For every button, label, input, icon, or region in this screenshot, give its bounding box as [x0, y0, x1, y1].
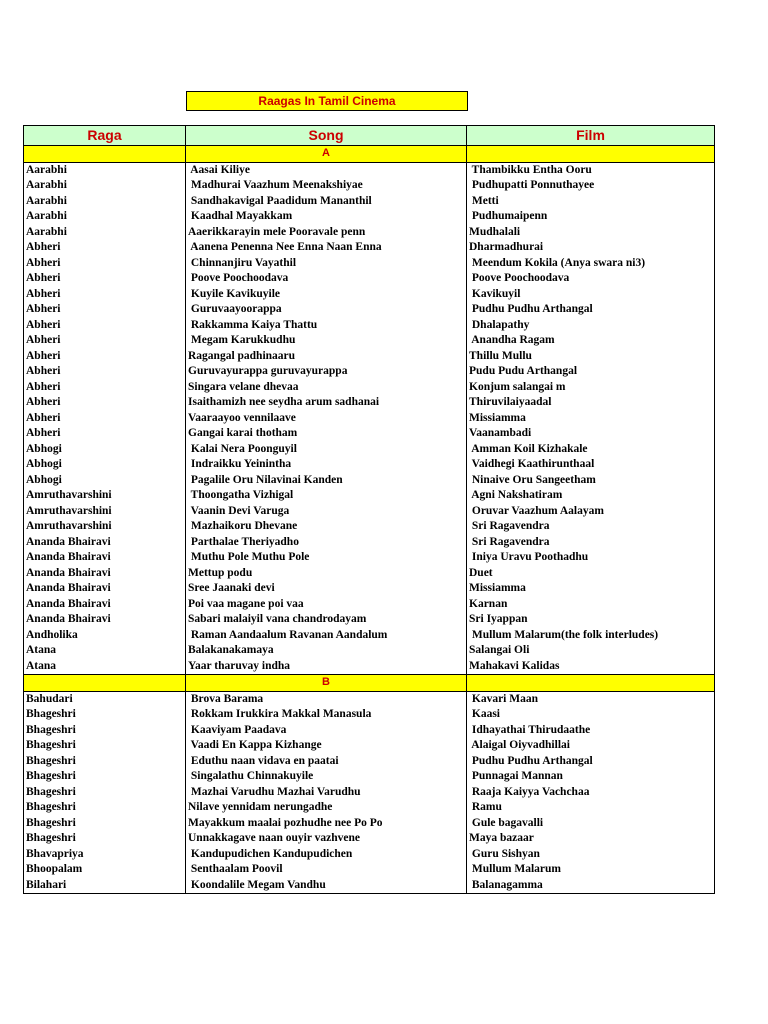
film-cell: Ninaive Oru Sangeetham	[467, 473, 715, 489]
song-cell: Sree Jaanaki devi	[186, 581, 467, 597]
raga-cell: Ananda Bhairavi	[24, 597, 186, 613]
raga-cell: Andholika	[24, 628, 186, 644]
song-cell: Unnakkagave naan ouyir vazhvene	[186, 831, 467, 847]
song-cell: Kandupudichen Kandupudichen	[186, 847, 467, 863]
film-cell: Maya bazaar	[467, 831, 715, 847]
table-row	[24, 333, 715, 349]
table-row	[24, 754, 715, 770]
raga-cell: Aarabhi	[24, 194, 186, 210]
song-cell: Brova Barama	[186, 691, 467, 707]
raga-cell: Bahudari	[24, 691, 186, 707]
raga-cell: Bhageshri	[24, 707, 186, 723]
header-row	[24, 126, 715, 146]
raga-cell: Aarabhi	[24, 178, 186, 194]
song-cell: Mettup podu	[186, 566, 467, 582]
film-cell: Vaidhegi Kaathirunthaal	[467, 457, 715, 473]
raga-cell: Bilahari	[24, 878, 186, 894]
song-cell: Kuyile Kavikuyile	[186, 287, 467, 303]
song-cell: Rakkamma Kaiya Thattu	[186, 318, 467, 334]
raga-cell: Bhavapriya	[24, 847, 186, 863]
film-cell: Poove Poochoodava	[467, 271, 715, 287]
film-cell: Mullum Malarum(the folk interludes)	[467, 628, 715, 644]
film-cell: Salangai Oli	[467, 643, 715, 659]
song-cell: Vaaraayoo vennilaave	[186, 411, 467, 427]
raga-cell: Ananda Bhairavi	[24, 581, 186, 597]
section-header-row	[24, 675, 715, 692]
film-cell: Thiruvilaiyaadal	[467, 395, 715, 411]
film-cell: Pudhupatti Ponnuthayee	[467, 178, 715, 194]
table-row	[24, 349, 715, 365]
film-cell: Guru Sishyan	[467, 847, 715, 863]
table-row	[24, 411, 715, 427]
raga-cell: Bhageshri	[24, 738, 186, 754]
film-cell: Kaasi	[467, 707, 715, 723]
film-cell: Missiamma	[467, 581, 715, 597]
raga-cell: Bhageshri	[24, 800, 186, 816]
film-cell: Pudhumaipenn	[467, 209, 715, 225]
raga-cell: Bhageshri	[24, 816, 186, 832]
table-row	[24, 178, 715, 194]
header-film: Film	[467, 126, 715, 146]
section-letter: A	[186, 146, 467, 163]
song-cell: Kalai Nera Poonguyil	[186, 442, 467, 458]
film-cell: Dharmadhurai	[467, 240, 715, 256]
song-cell: Rokkam Irukkira Makkal Manasula	[186, 707, 467, 723]
film-cell: Amman Koil Kizhakale	[467, 442, 715, 458]
song-cell: Parthalae Theriyadho	[186, 535, 467, 551]
song-cell: Kaadhal Mayakkam	[186, 209, 467, 225]
film-cell: Mahakavi Kalidas	[467, 659, 715, 675]
raga-cell: Bhageshri	[24, 785, 186, 801]
film-cell: Sri Ragavendra	[467, 519, 715, 535]
table-row	[24, 581, 715, 597]
raga-cell: Amruthavarshini	[24, 519, 186, 535]
song-cell: Poi vaa magane poi vaa	[186, 597, 467, 613]
film-cell: Pudhu Pudhu Arthangal	[467, 302, 715, 318]
table-row	[24, 707, 715, 723]
song-cell: Nilave yennidam nerungadhe	[186, 800, 467, 816]
song-cell: Aanena Penenna Nee Enna Naan Enna	[186, 240, 467, 256]
film-cell: Thillu Mullu	[467, 349, 715, 365]
table-row	[24, 302, 715, 318]
raga-cell: Ananda Bhairavi	[24, 612, 186, 628]
film-cell: Mullum Malarum	[467, 862, 715, 878]
film-cell: Alaigal Oiyvadhillai	[467, 738, 715, 754]
table-row	[24, 519, 715, 535]
song-cell: Vaanin Devi Varuga	[186, 504, 467, 520]
table-row	[24, 659, 715, 675]
song-cell: Guruvaayoorappa	[186, 302, 467, 318]
film-cell: Anandha Ragam	[467, 333, 715, 349]
raga-cell: Abheri	[24, 426, 186, 442]
film-cell: Dhalapathy	[467, 318, 715, 334]
raga-cell: Abheri	[24, 364, 186, 380]
film-cell: Sri Ragavendra	[467, 535, 715, 551]
film-cell: Sri Iyappan	[467, 612, 715, 628]
film-cell: Kavari Maan	[467, 691, 715, 707]
section-blank-cell	[24, 146, 186, 163]
song-cell: Raman Aandaalum Ravanan Aandalum	[186, 628, 467, 644]
table-row	[24, 426, 715, 442]
film-cell: Idhayathai Thirudaathe	[467, 723, 715, 739]
table-row	[24, 566, 715, 582]
film-cell: Meendum Kokila (Anya swara ni3)	[467, 256, 715, 272]
song-cell: Chinnanjiru Vayathil	[186, 256, 467, 272]
table-row	[24, 240, 715, 256]
song-cell: Singalathu Chinnakuyile	[186, 769, 467, 785]
song-cell: Sabari malaiyil vana chandrodayam	[186, 612, 467, 628]
song-cell: Madhurai Vaazhum Meenakshiyae	[186, 178, 467, 194]
raga-cell: Atana	[24, 659, 186, 675]
film-cell: Ramu	[467, 800, 715, 816]
song-cell: Mayakkum maalai pozhudhe nee Po Po	[186, 816, 467, 832]
film-cell: Balanagamma	[467, 878, 715, 894]
raga-cell: Aarabhi	[24, 162, 186, 178]
table-row	[24, 364, 715, 380]
song-cell: Pagalile Oru Nilavinai Kanden	[186, 473, 467, 489]
raga-cell: Aarabhi	[24, 225, 186, 241]
table-row	[24, 535, 715, 551]
film-cell: Duet	[467, 566, 715, 582]
table-row	[24, 738, 715, 754]
table-row	[24, 457, 715, 473]
song-cell: Vaadi En Kappa Kizhange	[186, 738, 467, 754]
song-cell: Yaar tharuvay indha	[186, 659, 467, 675]
film-cell: Vaanambadi	[467, 426, 715, 442]
raga-cell: Abheri	[24, 411, 186, 427]
raga-cell: Bhageshri	[24, 769, 186, 785]
raga-cell: Abheri	[24, 395, 186, 411]
film-cell: Agni Nakshatiram	[467, 488, 715, 504]
film-cell: Konjum salangai m	[467, 380, 715, 396]
song-cell: Ragangal padhinaaru	[186, 349, 467, 365]
table-row	[24, 271, 715, 287]
table-row	[24, 831, 715, 847]
table-row	[24, 862, 715, 878]
table-row	[24, 473, 715, 489]
song-cell: Sandhakavigal Paadidum Mananthil	[186, 194, 467, 210]
film-cell: Oruvar Vaazhum Aalayam	[467, 504, 715, 520]
song-cell: Singara velane dhevaa	[186, 380, 467, 396]
raga-cell: Amruthavarshini	[24, 504, 186, 520]
film-cell: Thambikku Entha Ooru	[467, 162, 715, 178]
song-cell: Gangai karai thotham	[186, 426, 467, 442]
film-cell: Gule bagavalli	[467, 816, 715, 832]
raga-cell: Abhogi	[24, 473, 186, 489]
table-row	[24, 643, 715, 659]
table-row	[24, 723, 715, 739]
header-song: Song	[186, 126, 467, 146]
sheet-title: Raagas In Tamil Cinema	[186, 91, 468, 111]
table-row	[24, 878, 715, 894]
song-cell: Thoongatha Vizhigal	[186, 488, 467, 504]
table-row	[24, 488, 715, 504]
song-cell: Senthaalam Poovil	[186, 862, 467, 878]
song-cell: Megam Karukkudhu	[186, 333, 467, 349]
song-cell: Aaerikkarayin mele Pooravale penn	[186, 225, 467, 241]
raga-cell: Bhoopalam	[24, 862, 186, 878]
raga-cell: Ananda Bhairavi	[24, 535, 186, 551]
table-row	[24, 504, 715, 520]
table-row	[24, 628, 715, 644]
raga-cell: Abheri	[24, 333, 186, 349]
film-cell: Metti	[467, 194, 715, 210]
table-row	[24, 318, 715, 334]
header-raga: Raga	[24, 126, 186, 146]
raga-cell: Abhogi	[24, 457, 186, 473]
song-cell: Isaithamizh nee seydha arum sadhanai	[186, 395, 467, 411]
film-cell: Punnagai Mannan	[467, 769, 715, 785]
table-row	[24, 395, 715, 411]
table-row	[24, 597, 715, 613]
raga-cell: Ananda Bhairavi	[24, 566, 186, 582]
table-row	[24, 800, 715, 816]
film-cell: Pudu Pudu Arthangal	[467, 364, 715, 380]
table-row	[24, 194, 715, 210]
raga-cell: Bhageshri	[24, 754, 186, 770]
song-cell: Balakanakamaya	[186, 643, 467, 659]
raga-cell: Abheri	[24, 271, 186, 287]
raga-table	[23, 125, 715, 894]
song-cell: Poove Poochoodava	[186, 271, 467, 287]
film-cell: Raaja Kaiyya Vachchaa	[467, 785, 715, 801]
raga-cell: Bhageshri	[24, 831, 186, 847]
table-row	[24, 691, 715, 707]
song-cell: Indraikku Yeinintha	[186, 457, 467, 473]
film-cell: Mudhalali	[467, 225, 715, 241]
table-row	[24, 225, 715, 241]
table-row	[24, 380, 715, 396]
raga-cell: Abheri	[24, 240, 186, 256]
section-blank-cell	[467, 675, 715, 692]
section-blank-cell	[467, 146, 715, 163]
section-letter: B	[186, 675, 467, 692]
table-row	[24, 209, 715, 225]
raga-cell: Atana	[24, 643, 186, 659]
table-row	[24, 816, 715, 832]
film-cell: Missiamma	[467, 411, 715, 427]
raga-cell: Amruthavarshini	[24, 488, 186, 504]
raga-cell: Ananda Bhairavi	[24, 550, 186, 566]
raga-cell: Bhageshri	[24, 723, 186, 739]
table-row	[24, 847, 715, 863]
section-header-row	[24, 146, 715, 163]
table-row	[24, 256, 715, 272]
raga-cell: Abheri	[24, 256, 186, 272]
song-cell: Koondalile Megam Vandhu	[186, 878, 467, 894]
song-cell: Mazhaikoru Dhevane	[186, 519, 467, 535]
table-row	[24, 442, 715, 458]
table-row	[24, 612, 715, 628]
song-cell: Mazhai Varudhu Mazhai Varudhu	[186, 785, 467, 801]
raga-cell: Abheri	[24, 380, 186, 396]
raga-cell: Aarabhi	[24, 209, 186, 225]
raga-cell: Abheri	[24, 349, 186, 365]
table-row	[24, 287, 715, 303]
song-cell: Eduthu naan vidava en paatai	[186, 754, 467, 770]
table-body	[24, 146, 715, 894]
film-cell: Karnan	[467, 597, 715, 613]
section-blank-cell	[24, 675, 186, 692]
song-cell: Aasai Kiliye	[186, 162, 467, 178]
raga-cell: Abhogi	[24, 442, 186, 458]
raga-cell: Abheri	[24, 318, 186, 334]
song-cell: Guruvayurappa guruvayurappa	[186, 364, 467, 380]
table-row	[24, 785, 715, 801]
song-cell: Kaaviyam Paadava	[186, 723, 467, 739]
raga-cell: Abheri	[24, 287, 186, 303]
film-cell: Pudhu Pudhu Arthangal	[467, 754, 715, 770]
film-cell: Kavikuyil	[467, 287, 715, 303]
table-row	[24, 550, 715, 566]
film-cell: Iniya Uravu Poothadhu	[467, 550, 715, 566]
table-row	[24, 769, 715, 785]
table-row	[24, 162, 715, 178]
song-cell: Muthu Pole Muthu Pole	[186, 550, 467, 566]
raga-cell: Abheri	[24, 302, 186, 318]
